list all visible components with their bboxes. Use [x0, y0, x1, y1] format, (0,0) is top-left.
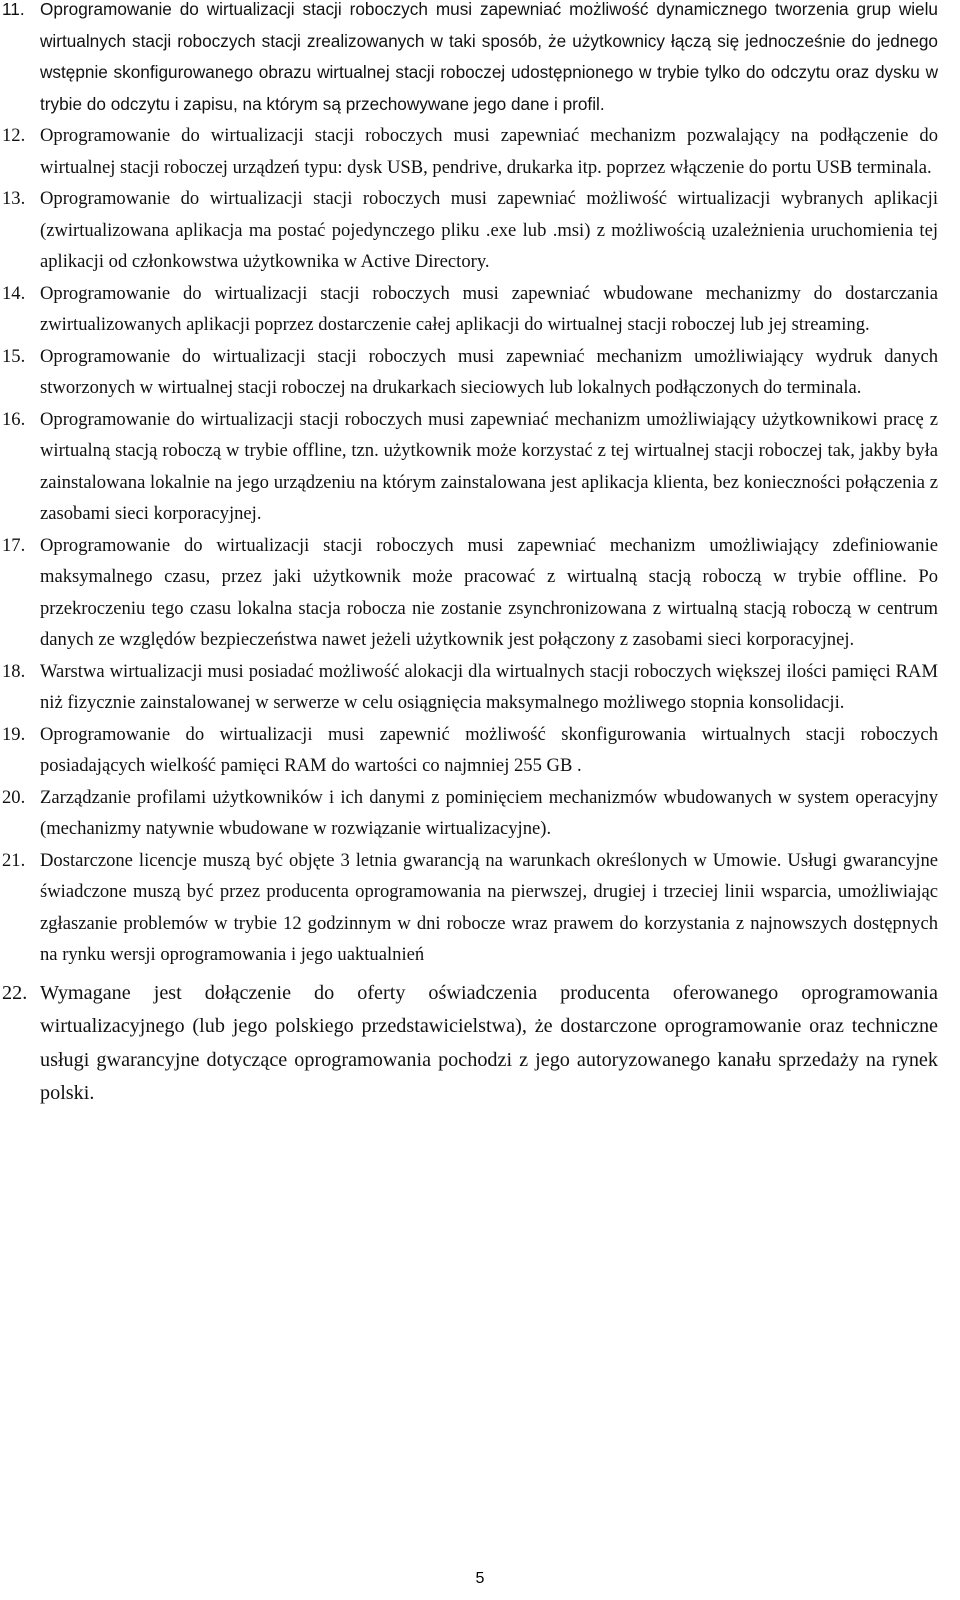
- item-text: Oprogramowanie do wirtualizacji stacji roboczych musi zapewniać mechanizm pozwalający na podłączenie do wirtualnej stacji roboczej urządzeń typu: dysk USB, pendrive, drukarka itp. poprzez włączenie do portu USB terminala.: [40, 125, 938, 178]
- list-item-21: [0, 845, 960, 971]
- list-item-12: [0, 120, 960, 183]
- item-number: 19.: [2, 723, 26, 745]
- list-item-16: [0, 404, 960, 530]
- item-number: 12.: [2, 125, 26, 146]
- list-item-13: [0, 183, 960, 278]
- list-item-15: [0, 341, 960, 404]
- list-item-14: [0, 278, 960, 341]
- list-item-22: [0, 977, 960, 1111]
- item-number: 11.: [2, 0, 25, 19]
- item-text: Oprogramowanie do wirtualizacji musi zapewnić możliwość skonfigurowania wirtualnych stacji roboczych posiadających wielkość pamięci RAM do wartości co najmniej 255 GB .: [40, 723, 938, 776]
- item-number: 21.: [2, 849, 26, 871]
- item-text: Oprogramowanie do wirtualizacji stacji roboczych musi zapewniać mechanizm umożliwiający użytkownikowi pracę z wirtualną stacją roboczą w trybie offline, tzn. użytkownik może korzystać z tej wirtualnej stacji roboczej tak, jakby była zainstalowana lokalnie na jego urządzeniu na którym zainstalowana jest aplikacja klienta, bez konieczności połączenia z zasobami sieci korporacyjnej.: [40, 408, 938, 524]
- item-text: Zarządzanie profilami użytkowników i ich danymi z pominięciem mechanizmów wbudowanych w system operacyjny (mechanizmy natywnie wbudowane w rozwiązanie wirtualizacyjne).: [40, 786, 938, 839]
- list-item-19: [0, 719, 960, 782]
- item-text: Oprogramowanie do wirtualizacji stacji roboczych musi zapewniać wbudowane mechanizmy do dostarczania zwirtualizowanych aplikacji poprzez dostarczenie całej aplikacji do wirtualnej stacji roboczej lub jej streaming.: [40, 282, 938, 335]
- list-item-18: [0, 656, 960, 719]
- item-number: 18.: [2, 660, 26, 682]
- item-number: 13.: [2, 188, 26, 209]
- page-number: 5: [475, 1570, 485, 1587]
- item-text: Warstwa wirtualizacji musi posiadać możliwość alokacji dla wirtualnych stacji roboczych większej ilości pamięci RAM niż fizycznie zainstalowanej w serwerze w celu osiągnięcia maksymalnego możliwego stopnia konsolidacji.: [40, 660, 938, 713]
- item-number: 16.: [2, 408, 26, 430]
- item-number: 17.: [2, 534, 26, 556]
- list-item-17: [0, 530, 960, 656]
- item-number: 20.: [2, 786, 26, 808]
- item-number: 22.: [2, 981, 28, 1004]
- list-item-11: [0, 0, 960, 120]
- item-text: Oprogramowanie do wirtualizacji stacji roboczych musi zapewniać mechanizm umożliwiający zdefiniowanie maksymalnego czasu, przez jaki użytkownik może pracować z wirtualną stacją roboczą w trybie offline. Po przekroczeniu tego czasu lokalna stacja robocza nie zostanie zsynchronizowana z wirtualną stacją roboczą w centrum danych ze względów bezpieczeństwa nawet jeżeli użytkownik jest połączony z zasobami sieci korporacyjnej.: [40, 534, 938, 650]
- item-text: Wymagane jest dołączenie do oferty oświadczenia producenta oferowanego oprogramowania wirtualizacyjnego (lub jego polskiego przedstawicielstwa), że dostarczone oprogramowanie oraz techniczne usługi gwarancyjne dotyczące oprogramowania pochodzi z jego autoryzowanego kanału sprzedaży na rynek polski.: [40, 981, 938, 1104]
- item-number: 15.: [2, 345, 26, 367]
- item-number: 14.: [2, 282, 26, 304]
- item-text: Oprogramowanie do wirtualizacji stacji roboczych musi zapewniać mechanizm umożliwiający wydruk danych stworzonych w wirtualnej stacji roboczej na drukarkach sieciowych lub lokalnych podłączonych do terminala.: [40, 345, 938, 398]
- item-text: Oprogramowanie do wirtualizacji stacji roboczych musi zapewniać możliwość wirtualizacji wybranych aplikacji (zwirtualizowana aplikacja ma postać pojedynczego pliku .exe lub .msi) z możliwością uzależnienia uruchomienia tej aplikacji od członkowstwa użytkownika w Active Directory.: [40, 188, 938, 272]
- item-text: Dostarczone licencje muszą być objęte 3 letnia gwarancją na warunkach określonych w Umowie. Usługi gwarancyjne świadczone muszą być przez producenta oprogramowania na pierwszej, drugiej i trzeciej linii wsparcia, umożliwiając zgłaszanie problemów w trybie 12 godzinnym w dni robocze wraz prawem do korzystania z najnowszych dostępnych na rynku wersji oprogramowania i jego uaktualnień: [40, 849, 938, 965]
- item-text: Oprogramowanie do wirtualizacji stacji roboczych musi zapewniać możliwość dynamicznego tworzenia grup wielu wirtualnych stacji roboczych stacji zrealizowanych w taki sposób, że użytkownicy łączą się jednocześnie do jednego wstępnie skonfigurowanego obrazu wirtualnej stacji roboczej udostępnionego w trybie tylko do odczytu oraz dysku w trybie do odczytu i zapisu, na którym są przechowywane jego dane i profil.: [40, 0, 938, 114]
- list-item-20: [0, 782, 960, 845]
